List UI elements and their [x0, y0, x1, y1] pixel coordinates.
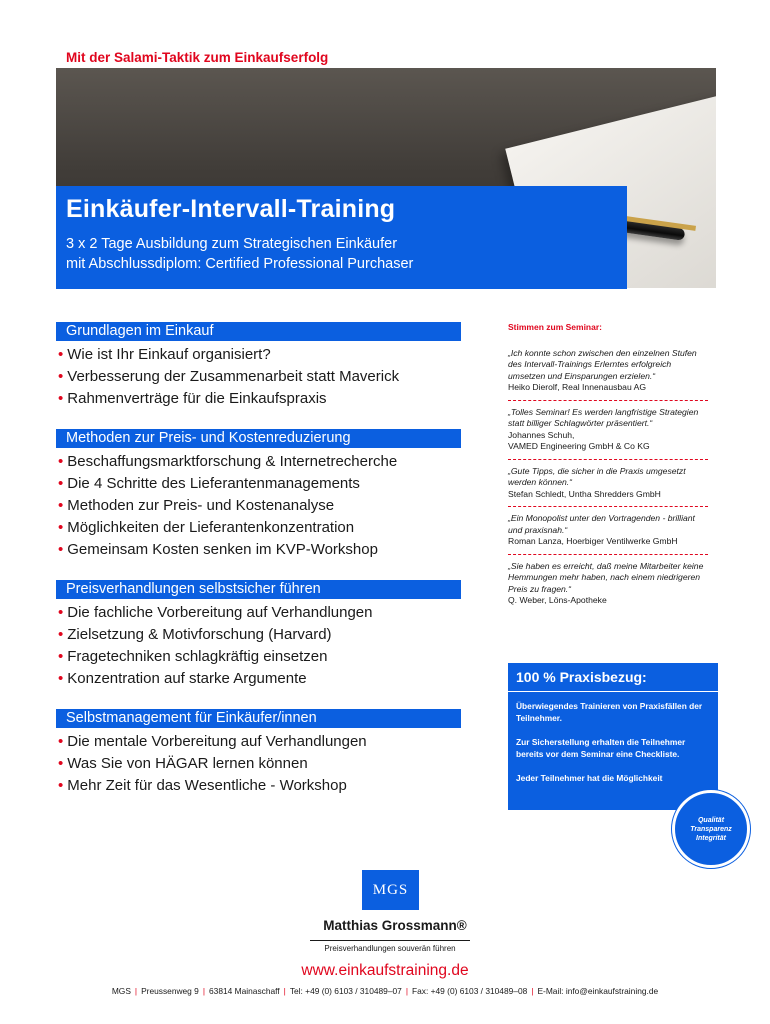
title-box [56, 186, 627, 289]
bullet-icon: • [58, 368, 64, 385]
seal-line: Transparenz [690, 826, 732, 833]
footer-city: 63814 Mainaschaff [209, 986, 280, 996]
bullet-icon: • [58, 519, 64, 536]
list-item: • Methoden zur Preis- und Kostenanalyse [58, 497, 335, 514]
testimonial-quote: „Ich konnte schon zwischen den einzelnen Stufen des Intervall-Trainings Erlerntes erfolgreich umsetzen und Einsparungen erzielen.“ [508, 347, 697, 381]
quality-seal-icon [672, 790, 750, 868]
list-item: • Mehr Zeit für das Wesentliche - Workshop [58, 777, 347, 794]
company-name: Matthias Grossmann® [323, 918, 467, 933]
testimonial-quote: „Sie haben es erreicht, daß meine Mitarbeiter keine Hemmungen mehr haben, nach einem niedrigeren Preis zu fragen.“ [508, 560, 704, 594]
list-item: • Konzentration auf starke Argumente [58, 670, 307, 687]
testimonial-author: Heiko Dierolf, Real Innenausbau AG [508, 382, 647, 392]
testimonial-quote: „Ein Monopolist unter den Vortragenden - brilliant und praxisnah.“ [508, 513, 695, 535]
list-item: • Beschaffungsmarktforschung & Internetrecherche [58, 453, 398, 470]
subtitle-line-2: mit Abschlussdiplom: Certified Professional Purchaser [66, 256, 414, 272]
page-title: Einkäufer-Intervall-Training [66, 195, 396, 223]
bullet-icon: • [58, 604, 64, 621]
testimonials [508, 322, 708, 619]
mgs-logo: MGS [362, 870, 419, 910]
footer-contact: MGS | Preussenweg 9 | 63814 Mainaschaff | Tel: +49 (0) 6103 / 310489–07 | Fax: +49 (0) 6103 / 310489–08 | E-Mail: info@einkaufstraining.de [111, 986, 659, 996]
section-heading: Preisverhandlungen selbstsicher führen [56, 580, 461, 599]
bullet-icon: • [58, 670, 64, 687]
section-heading: Selbstmanagement für Einkäufer/innen [56, 709, 461, 728]
list-item: • Rahmenverträge für die Einkaufspraxis [58, 390, 327, 407]
section-preisverhandlungen [56, 580, 461, 690]
footer-email[interactable]: E-Mail: info@einkaufstraining.de [537, 986, 659, 996]
bullet-icon: • [58, 733, 64, 750]
section-heading: Methoden zur Preis- und Kostenreduzierung [56, 429, 461, 448]
list-item: • Die fachliche Vorbereitung auf Verhandlungen [58, 604, 373, 621]
list-item: • Die mentale Vorbereitung auf Verhandlungen [58, 733, 367, 750]
footer-street: Preussenweg 9 [141, 986, 199, 996]
footer-tel: Tel: +49 (0) 6103 / 310489–07 [289, 986, 402, 996]
list-item: • Was Sie von HÄGAR lernen können [58, 755, 308, 772]
praxis-box [508, 663, 718, 810]
list-item: • Fragetechniken schlagkräftig einsetzen [58, 648, 328, 665]
subtitle-line-1: 3 x 2 Tage Ausbildung zum Strategischen Einkäufer [66, 236, 398, 252]
praxis-text-3: Jeder Teilnehmer hat die Möglichkeit [516, 773, 663, 783]
list-item: • Wie ist Ihr Einkauf organisiert? [58, 346, 271, 363]
list-item: • Die 4 Schritte des Lieferantenmanagements [58, 475, 360, 492]
section-grundlagen [56, 322, 461, 410]
list-item: • Gemeinsam Kosten senken im KVP-Workshop [58, 541, 378, 558]
testimonial-author: Stefan Schledt, Untha Shredders GmbH [508, 488, 661, 499]
praxis-heading: 100 % Praxisbezug: [508, 669, 718, 692]
bullet-icon: • [58, 453, 64, 470]
testimonial-company: VAMED Engineering GmbH & Co KG [508, 441, 650, 451]
bullet-icon: • [58, 626, 64, 643]
bullet-icon: • [58, 777, 64, 794]
testimonial-quote: „Gute Tipps, die sicher in die Praxis umgesetzt werden können.“ [508, 465, 686, 487]
section-heading: Grundlagen im Einkauf [56, 322, 461, 341]
testimonial-author: Q. Weber, Löns-Apotheke [508, 595, 607, 605]
bullet-icon: • [58, 475, 64, 492]
footer-name: MGS [111, 986, 131, 996]
testimonials-title: Stimmen zum Seminar: [508, 322, 602, 332]
testimonial [508, 348, 708, 401]
list-item: • Verbesserung der Zusammenarbeit statt Maverick [58, 368, 400, 385]
seal-line: Qualität [697, 817, 725, 824]
bullet-icon: • [58, 541, 64, 558]
testimonial-author: Johannes Schuh, [508, 429, 575, 440]
testimonial [508, 561, 708, 613]
list-item: • Zielsetzung & Motivforschung (Harvard) [58, 626, 332, 643]
section-selbstmanagement [56, 709, 461, 797]
testimonial [508, 466, 708, 508]
list-item: • Möglichkeiten der Lieferantenkonzentration [58, 519, 355, 536]
bullet-icon: • [58, 497, 64, 514]
praxis-text-2: Zur Sicherstellung erhalten die Teilnehmer bereits vor dem Seminar eine Checkliste. [516, 737, 686, 759]
footer-fax: Fax: +49 (0) 6103 / 310489–08 [412, 986, 528, 996]
bullet-icon: • [58, 755, 64, 772]
tagline: Mit der Salami-Taktik zum Einkaufserfolg [66, 50, 329, 65]
seal-line: Integrität [696, 835, 726, 842]
testimonial-quote: „Tolles Seminar! Es werden langfristige Strategien statt billiger Schlagwörter präsentiert.“ [508, 406, 699, 428]
website-link[interactable]: www.einkaufstraining.de [301, 962, 469, 979]
testimonial-author: Roman Lanza, Hoerbiger Ventilwerke GmbH [508, 536, 678, 546]
section-methoden [56, 429, 461, 561]
company-claim: Preisverhandlungen souverän führen [310, 940, 470, 953]
bullet-icon: • [58, 390, 64, 407]
testimonial [508, 513, 708, 555]
bullet-icon: • [58, 346, 64, 363]
subtitle [66, 234, 627, 274]
praxis-text-1: Überwiegendes Trainieren von Praxisfällen der Teilnehmer. [516, 701, 703, 723]
curriculum [56, 322, 461, 816]
bullet-icon: • [58, 648, 64, 665]
testimonial [508, 407, 708, 460]
